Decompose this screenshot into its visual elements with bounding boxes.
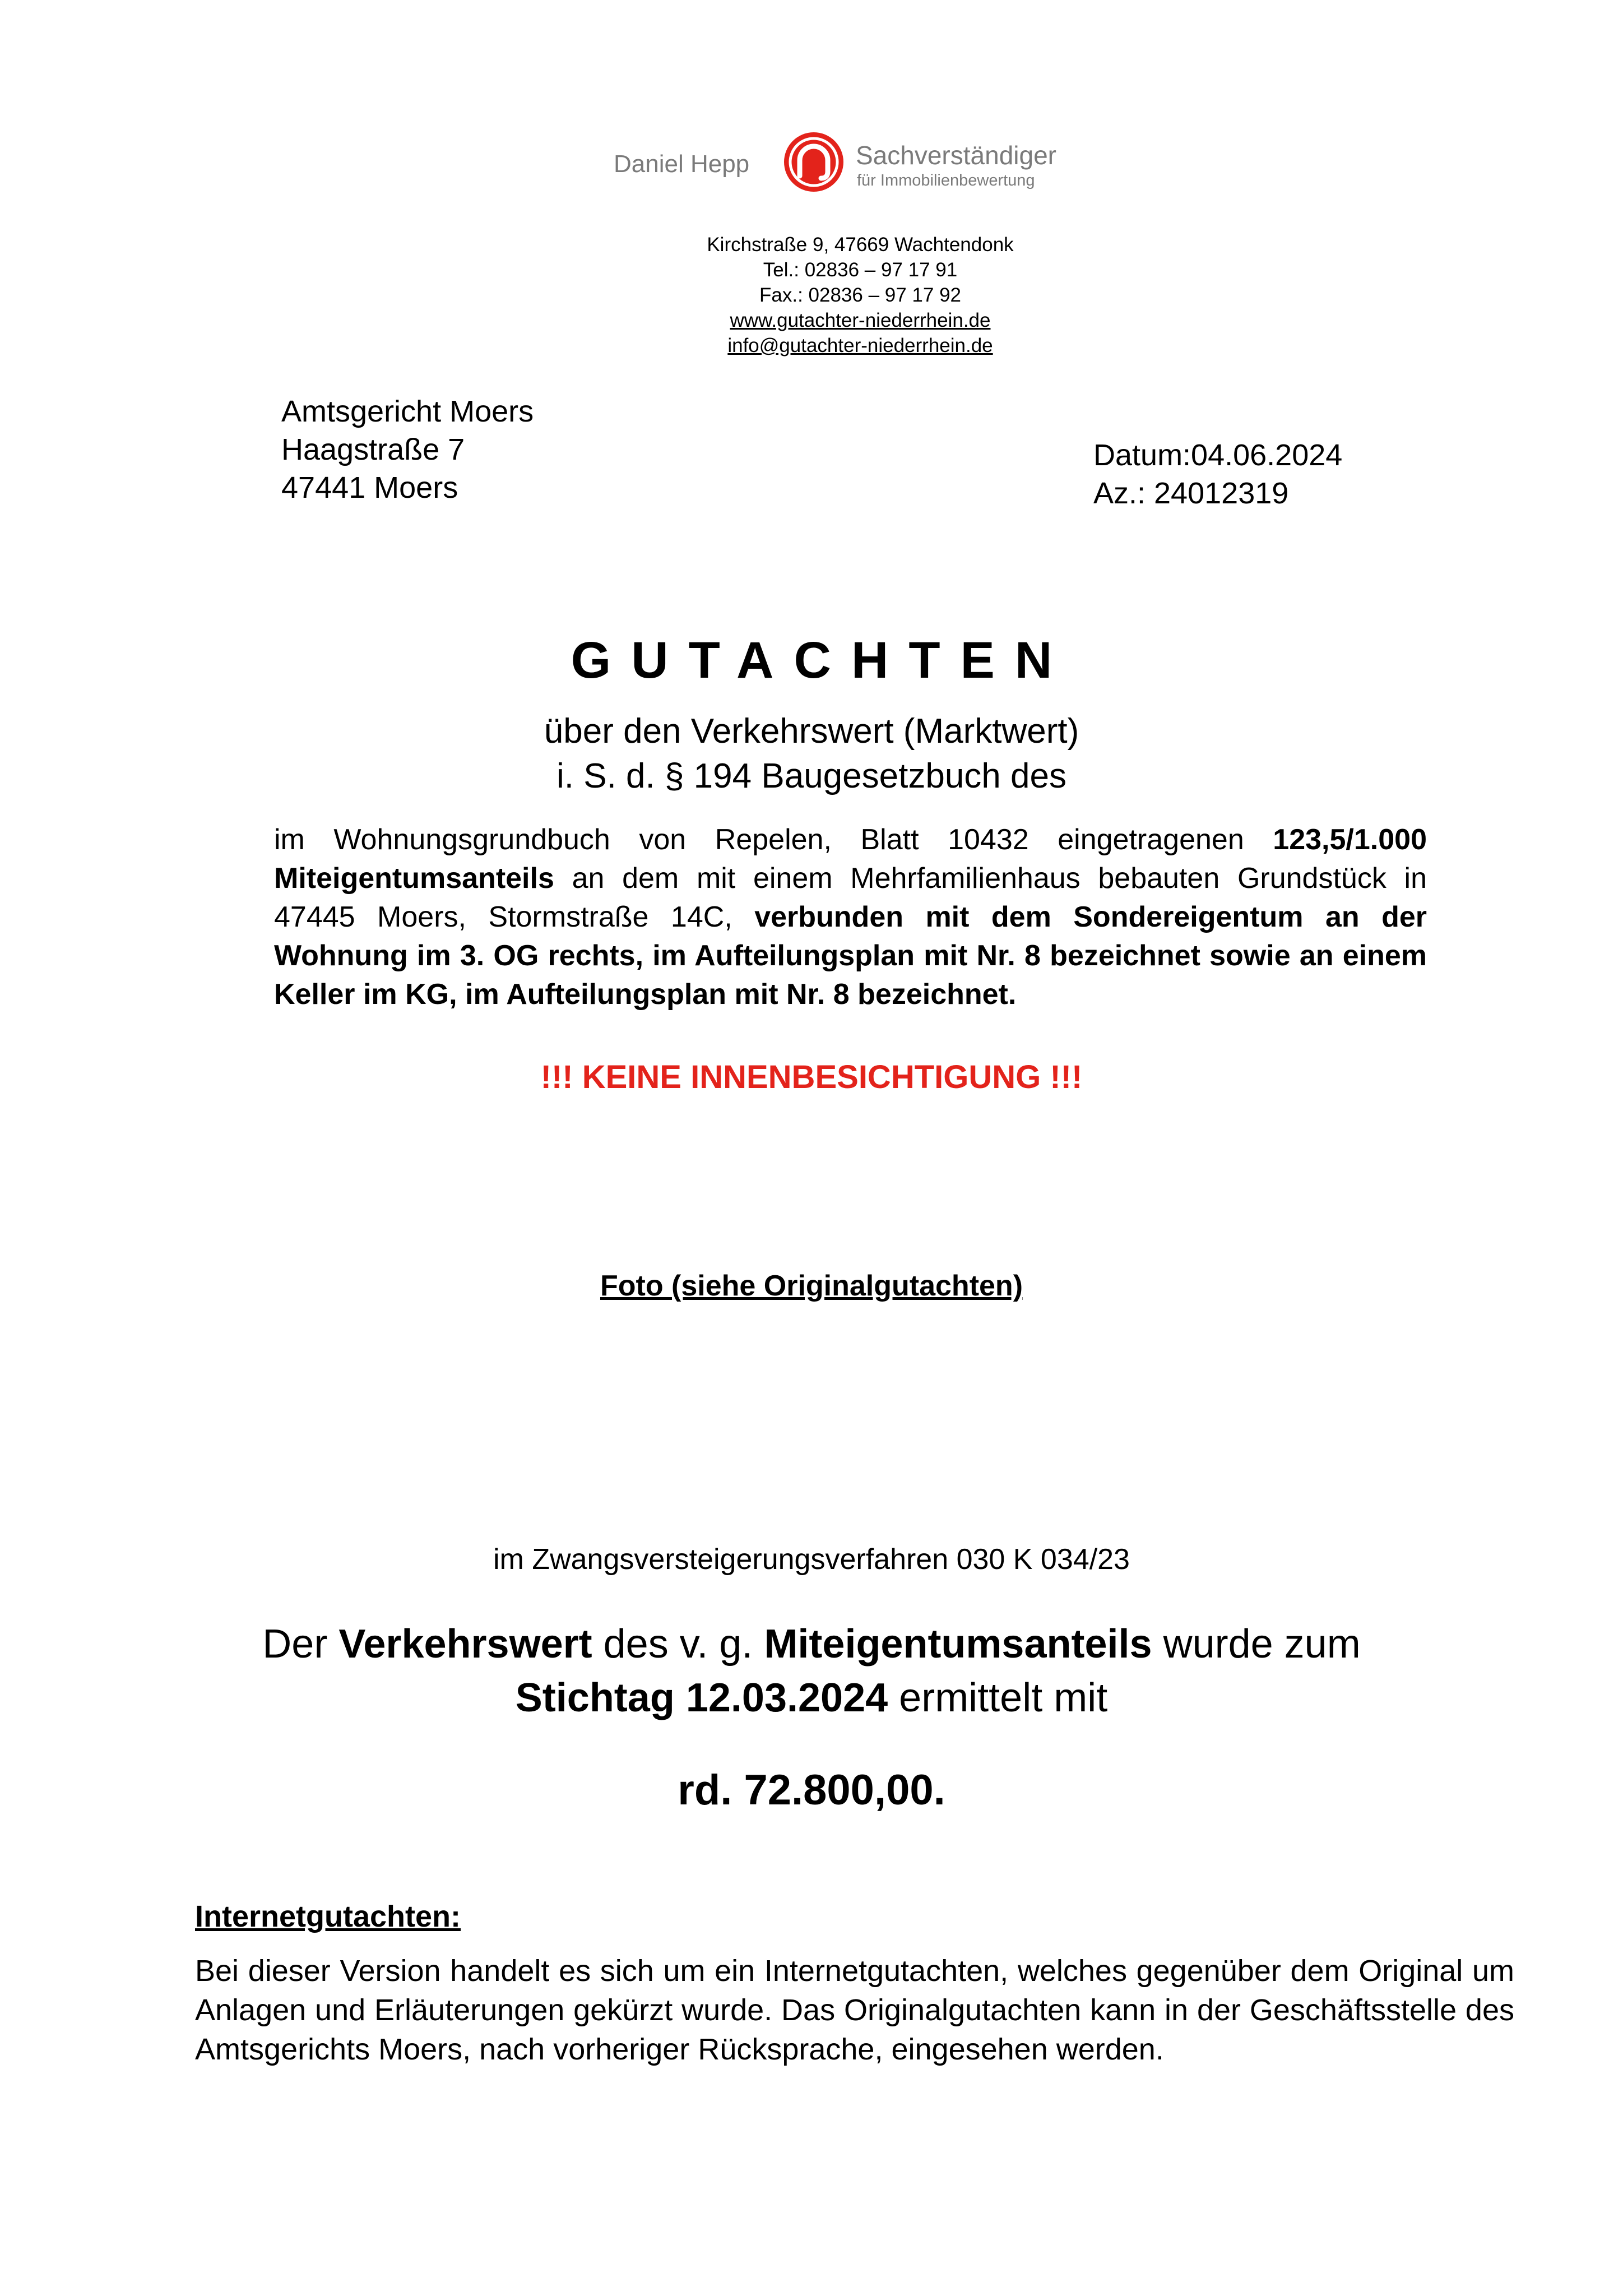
value-term-market-value: Verkehrswert — [338, 1622, 592, 1667]
description-text-1: im Wohnungsgrundbuch von Repelen, Blatt 10432 eingetragenen — [274, 823, 1273, 856]
email-link[interactable]: info@gutachter-niederrhein.de — [727, 335, 993, 357]
description-text-2: an dem mit einem Mehrfamilienhaus bebauten Grundstück in 47445 Moers, Stormstraße 14C, — [274, 862, 1427, 933]
recipient-city: 47441 Moers — [281, 471, 458, 504]
internet-version-text: Bei dieser Version handelt es sich um ein Internetgutachten, welches gegenüber dem Original um Anlagen und Erläuterungen gekürzt wurde. Das Originalgutachten kann in der Geschäftsstelle des Amtsgerichts Moers, nach vorheriger Rücksprache, eingesehen werden. — [195, 1954, 1514, 2066]
contact-address: Kirchstraße 9, 47669 Wachtendonk — [707, 234, 1014, 256]
internet-version-heading: Internetgutachten: — [195, 1900, 461, 1933]
document-meta — [1093, 436, 1342, 512]
description-share: 123,5/1.000 Miteigentumsanteils — [274, 823, 1427, 895]
value-text-2: des v. g. — [592, 1622, 764, 1667]
description-ownership: verbunden mit dem Sondereigentum an der Wohnung im 3. OG rechts, im Aufteilungsplan mit Nr. 8 bezeichnet sowie an einem Keller im KG, im Aufteilungsplan mit Nr. 8 bezeichnet. — [274, 901, 1427, 1011]
document-title: GUTACHTEN — [571, 632, 1073, 689]
document-date: Datum:04.06.2024 — [1093, 438, 1343, 472]
logo-name: Daniel Hepp — [614, 150, 750, 178]
value-text-3: wurde zum — [1152, 1622, 1361, 1667]
contact-block — [560, 232, 1160, 358]
value-term-share: Miteigentumsanteils — [764, 1622, 1152, 1667]
website-link[interactable]: www.gutachter-niederrhein.de — [730, 309, 991, 331]
reference-number: Az.: 24012319 — [1093, 476, 1289, 510]
value-reference-date: Stichtag 12.03.2024 — [515, 1675, 888, 1720]
logo-title: Sachverständiger — [856, 141, 1056, 170]
subtitle-line-2: i. S. d. § 194 Baugesetzbuch des — [557, 757, 1066, 795]
procedure-reference: im Zwangsversteigerungsverfahren 030 K 034/23 — [493, 1543, 1130, 1576]
company-logo — [614, 128, 1096, 201]
recipient-name: Amtsgericht Moers — [281, 395, 534, 428]
value-statement — [0, 1617, 1623, 1725]
recipient-address — [281, 392, 534, 507]
no-inspection-warning: !!! KEINE INNENBESICHTIGUNG !!! — [540, 1059, 1083, 1095]
document-subtitle — [0, 709, 1623, 799]
contact-fax: Fax.: 02836 – 97 17 92 — [759, 284, 961, 306]
value-statement-line-1 — [0, 1617, 1623, 1671]
property-description — [274, 821, 1427, 1014]
value-text-1: Der — [262, 1622, 339, 1667]
contact-phone: Tel.: 02836 – 97 17 91 — [763, 259, 958, 281]
photo-placeholder-note: Foto (siehe Originalgutachten) — [600, 1270, 1023, 1302]
subtitle-line-1: über den Verkehrswert (Marktwert) — [544, 712, 1079, 751]
market-value-amount: rd. 72.800,00. — [678, 1766, 945, 1814]
value-text-4: ermittelt mit — [888, 1675, 1108, 1720]
value-statement-line-2 — [0, 1671, 1623, 1725]
circle-arch-icon — [783, 131, 845, 193]
recipient-street: Haagstraße 7 — [281, 433, 465, 466]
logo-subtitle: für Immobilienbewertung — [857, 172, 1035, 189]
